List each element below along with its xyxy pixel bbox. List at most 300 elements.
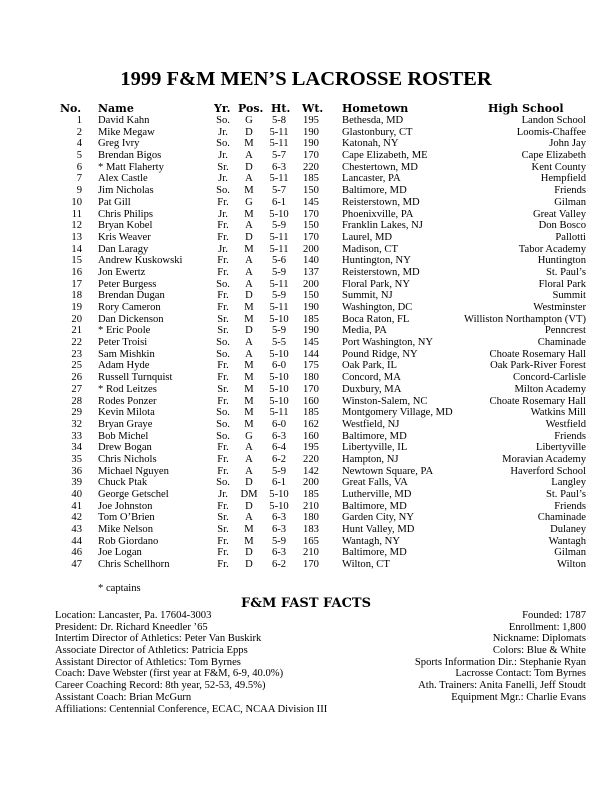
- cell-hometown: Libertyville, IL: [342, 442, 408, 454]
- cell-no: 28: [71, 395, 82, 407]
- table-row: [0, 501, 612, 513]
- cell-no: 2: [76, 126, 82, 138]
- cell-wt: 170: [303, 231, 319, 243]
- cell-pos: M: [244, 418, 254, 430]
- cell-pos: M: [244, 208, 254, 220]
- cell-hometown: Garden City, NY: [342, 512, 414, 524]
- cell-yr: Fr.: [217, 360, 229, 372]
- cell-pos: M: [244, 302, 254, 313]
- cell-yr: Jr.: [218, 208, 228, 220]
- cell-name: Bryan Graye: [98, 418, 153, 430]
- table-row: [0, 290, 612, 302]
- cell-hometown: Boca Raton, FL: [342, 313, 410, 325]
- table-row: [0, 442, 612, 454]
- cell-yr: Fr.: [217, 535, 229, 547]
- cell-pos: M: [244, 138, 254, 150]
- cell-no: 21: [71, 325, 82, 337]
- cell-pos: D: [245, 126, 253, 138]
- fact-item: Assistant Coach: Brian McGurn: [55, 691, 192, 703]
- cell-no: 9: [76, 185, 82, 197]
- cell-yr: Sr.: [217, 161, 229, 173]
- cell-high-school: Langley: [551, 477, 586, 489]
- cell-high-school: Floral Park: [538, 278, 586, 290]
- cell-pos: A: [245, 337, 253, 349]
- cell-ht: 6-3: [271, 524, 287, 536]
- cell-high-school: Cape Elizabeth: [521, 150, 586, 162]
- cell-hometown: Lutherville, MD: [342, 489, 412, 500]
- table-row: [0, 337, 612, 349]
- cell-ht: 5-11: [269, 173, 289, 185]
- cell-wt: 190: [303, 325, 319, 337]
- cell-no: 36: [71, 465, 82, 477]
- cell-hometown: Laurel, MD: [342, 231, 393, 243]
- cell-ht: 6-4: [271, 442, 287, 454]
- cell-yr: Fr.: [217, 196, 229, 208]
- cell-name: Brendan Bigos: [98, 150, 162, 162]
- cell-yr: Fr.: [217, 302, 229, 313]
- cell-ht: 5-10: [269, 372, 289, 384]
- cell-high-school: Summit: [552, 290, 586, 302]
- cell-name: * Rod Leitzes: [98, 383, 157, 395]
- cell-hometown: Newtown Square, PA: [342, 465, 434, 477]
- cell-ht: 5-10: [269, 383, 289, 395]
- cell-name: Chris Nichols: [98, 453, 157, 465]
- cell-name: * Matt Flaherty: [98, 161, 164, 173]
- cell-ht: 5-11: [269, 243, 289, 255]
- cell-high-school: Friends: [554, 430, 586, 442]
- cell-name: Joe Johnston: [98, 500, 153, 512]
- cell-wt: 142: [303, 465, 319, 477]
- cell-ht: 6-3: [271, 512, 287, 524]
- cell-ht: 5-8: [271, 115, 287, 126]
- table-row: [0, 419, 612, 431]
- cell-name: David Kahn: [98, 115, 150, 126]
- cell-hometown: Summit, NJ: [342, 290, 393, 302]
- cell-yr: Fr.: [217, 372, 229, 384]
- cell-ht: 5-9: [271, 535, 287, 547]
- cell-high-school: Libertyville: [535, 442, 586, 454]
- cell-pos: A: [245, 173, 253, 185]
- fast-facts-title: F&M FAST FACTS: [241, 596, 371, 611]
- cell-name: Michael Nguyen: [98, 465, 169, 477]
- cell-yr: So.: [216, 138, 230, 150]
- cell-wt: 175: [303, 360, 319, 372]
- cell-ht: 5-9: [271, 290, 287, 302]
- col-wt: Wt.: [302, 102, 324, 115]
- cell-yr: Fr.: [217, 255, 229, 267]
- cell-name: Peter Burgess: [98, 278, 157, 290]
- cell-pos: D: [245, 477, 253, 489]
- col-hometown: Hometown: [342, 102, 409, 115]
- table-row: [0, 384, 612, 396]
- fact-item: President: Dr. Richard Kneedler ’65: [55, 621, 208, 633]
- cell-high-school: Kent County: [531, 161, 586, 173]
- cell-wt: 170: [303, 383, 319, 395]
- cell-high-school: Choate Rosemary Hall: [489, 348, 586, 360]
- cell-yr: Fr.: [217, 500, 229, 512]
- col-high-school: High School: [488, 102, 564, 115]
- cell-pos: M: [244, 395, 254, 407]
- cell-high-school: Gilman: [554, 196, 586, 208]
- fact-item: Enrollment: 1,800: [508, 621, 586, 633]
- cell-name: Russell Turnquist: [98, 372, 173, 384]
- col-name: Name: [98, 102, 134, 115]
- cell-hometown: Baltimore, MD: [342, 185, 407, 197]
- cell-yr: So.: [216, 115, 230, 126]
- cell-pos: A: [245, 348, 253, 360]
- cell-name: Dan Dickenson: [98, 313, 164, 325]
- cell-high-school: Milton Academy: [514, 383, 586, 395]
- table-row: [0, 197, 612, 209]
- cell-yr: Jr.: [218, 173, 228, 185]
- cell-hometown: Montgomery Village, MD: [342, 407, 453, 419]
- cell-hometown: Lancaster, PA: [342, 173, 401, 185]
- cell-name: Jon Ewertz: [98, 266, 146, 278]
- cell-hometown: Wantagh, NY: [342, 535, 400, 547]
- cell-high-school: Wilton: [557, 559, 586, 571]
- fact-item: Affiliations: Centennial Conference, ECAC, NCAA Division III: [55, 703, 328, 715]
- fact-item: Location: Lancaster, Pa. 17604-3003: [55, 610, 212, 621]
- fact-item: Founded: 1787: [522, 610, 586, 621]
- cell-hometown: Baltimore, MD: [342, 430, 407, 442]
- fact-item: Coach: Dave Webster (first year at F&M, 6-9, 40.0%): [55, 668, 284, 680]
- cell-pos: D: [245, 290, 253, 302]
- cell-yr: Jr.: [218, 150, 228, 162]
- cell-hometown: Oak Park, IL: [342, 360, 398, 372]
- cell-hometown: Franklin Lakes, NJ: [342, 220, 423, 232]
- cell-hometown: Glastonbury, CT: [342, 126, 413, 138]
- cell-wt: 170: [303, 208, 319, 220]
- cell-high-school: Chaminade: [537, 512, 586, 524]
- cell-no: 44: [71, 535, 82, 547]
- cell-yr: Jr.: [218, 489, 228, 500]
- cell-name: George Getschel: [98, 489, 169, 500]
- cell-ht: 6-2: [271, 453, 287, 465]
- cell-hometown: Hampton, NJ: [342, 453, 399, 465]
- table-row: [0, 325, 612, 337]
- cell-no: 23: [71, 348, 82, 360]
- cell-yr: Sr.: [217, 313, 229, 325]
- cell-pos: A: [245, 465, 253, 477]
- cell-name: Pat Gill: [98, 196, 131, 208]
- cell-wt: 200: [303, 477, 319, 489]
- cell-ht: 5-11: [269, 126, 289, 138]
- cell-high-school: Friends: [554, 185, 586, 197]
- cell-ht: 5-11: [269, 231, 289, 243]
- cell-ht: 5-11: [269, 138, 289, 150]
- table-row: [0, 209, 612, 221]
- cell-high-school: Great Valley: [532, 208, 586, 220]
- cell-hometown: Phoenixville, PA: [342, 208, 414, 220]
- fact-item: Equipment Mgr.: Charlie Evans: [451, 691, 586, 703]
- cell-pos: D: [245, 559, 253, 571]
- fact-item: Assistant Director of Athletics: Tom Byrnes: [55, 656, 241, 668]
- cell-pos: M: [244, 372, 254, 384]
- cell-high-school: Moravian Academy: [502, 453, 586, 465]
- cell-hometown: Great Falls, VA: [342, 477, 408, 489]
- cell-name: Jim Nicholas: [98, 185, 154, 197]
- table-row: [0, 314, 612, 326]
- table-row: [0, 360, 612, 372]
- table-row: [0, 232, 612, 244]
- cell-yr: So.: [216, 407, 230, 419]
- cell-yr: Sr.: [217, 524, 229, 536]
- table-row: [0, 138, 612, 150]
- cell-yr: Fr.: [217, 220, 229, 232]
- cell-hometown: Media, PA: [342, 325, 387, 337]
- cell-wt: 183: [303, 524, 319, 536]
- cell-hometown: Katonah, NY: [342, 138, 399, 150]
- cell-ht: 5-11: [269, 278, 289, 290]
- cell-high-school: Landon School: [521, 115, 586, 126]
- cell-hometown: Cape Elizabeth, ME: [342, 150, 428, 162]
- cell-no: 46: [71, 547, 82, 559]
- cell-yr: Fr.: [217, 231, 229, 243]
- cell-pos: A: [245, 512, 253, 524]
- cell-no: 47: [71, 559, 82, 571]
- cell-no: 7: [76, 173, 82, 185]
- cell-wt: 220: [303, 161, 319, 173]
- cell-hometown: Chestertown, MD: [342, 161, 418, 173]
- cell-name: Brendan Dugan: [98, 290, 165, 302]
- cell-yr: So.: [216, 477, 230, 489]
- cell-pos: D: [245, 500, 253, 512]
- cell-wt: 195: [303, 115, 319, 126]
- cell-no: 27: [71, 383, 82, 395]
- cell-ht: 5-10: [269, 395, 289, 407]
- table-row: [0, 547, 612, 559]
- cell-pos: A: [245, 150, 253, 162]
- table-row: [0, 185, 612, 197]
- cell-hometown: Winston-Salem, NC: [342, 395, 428, 407]
- cell-hometown: Hunt Valley, MD: [342, 524, 415, 536]
- cell-name: Chris Schellhorn: [98, 559, 170, 571]
- table-row: [0, 477, 612, 489]
- cell-wt: 190: [303, 138, 319, 150]
- table-row: [0, 512, 612, 524]
- cell-high-school: Westfield: [545, 418, 586, 430]
- cell-no: 22: [71, 337, 82, 349]
- cell-pos: D: [245, 325, 253, 337]
- cell-hometown: Washington, DC: [342, 302, 413, 313]
- cell-yr: So.: [216, 418, 230, 430]
- cell-wt: 180: [303, 372, 319, 384]
- col-ht: Ht.: [271, 102, 291, 115]
- cell-high-school: Don Bosco: [538, 220, 586, 232]
- cell-yr: Fr.: [217, 559, 229, 571]
- table-row: [0, 220, 612, 232]
- table-row: [0, 372, 612, 384]
- fact-item: Nickname: Diplomats: [492, 633, 586, 645]
- fact-item: Ath. Trainers: Anita Fanelli, Jeff Stoudt: [418, 680, 586, 692]
- fact-item: Sports Information Dir.: Stephanie Ryan: [414, 656, 586, 668]
- cell-high-school: St. Paul’s: [545, 489, 586, 500]
- cell-pos: M: [244, 185, 254, 197]
- captains-note: * captains: [98, 583, 141, 594]
- table-row: [0, 115, 612, 127]
- cell-no: 1: [76, 115, 82, 126]
- cell-wt: 210: [303, 547, 319, 559]
- cell-ht: 5-10: [269, 208, 289, 220]
- cell-hometown: Bethesda, MD: [342, 115, 404, 126]
- table-row: [0, 536, 612, 548]
- cell-no: 14: [71, 243, 82, 255]
- cell-ht: 6-3: [271, 547, 287, 559]
- cell-high-school: Westminster: [533, 302, 586, 313]
- cell-hometown: Madison, CT: [342, 243, 398, 255]
- cell-wt: 190: [303, 302, 319, 313]
- cell-ht: 5-10: [269, 500, 289, 512]
- cell-wt: 150: [303, 290, 319, 302]
- table-row: [0, 162, 612, 174]
- cell-name: Alex Castle: [98, 173, 148, 185]
- cell-no: 10: [71, 196, 82, 208]
- cell-yr: Fr.: [217, 465, 229, 477]
- cell-name: Bob Michel: [98, 430, 149, 442]
- table-row: [0, 524, 612, 536]
- cell-wt: 145: [303, 337, 319, 349]
- cell-no: 26: [71, 372, 82, 384]
- cell-no: 29: [71, 407, 82, 419]
- cell-hometown: Huntington, NY: [342, 255, 411, 267]
- col-yr: Yr.: [214, 102, 231, 115]
- cell-no: 43: [71, 524, 82, 536]
- cell-pos: A: [245, 442, 253, 454]
- cell-wt: 165: [303, 535, 319, 547]
- cell-name: Kris Weaver: [98, 231, 151, 243]
- cell-high-school: Hempfield: [540, 173, 586, 185]
- cell-name: Mike Megaw: [98, 126, 155, 138]
- cell-high-school: Huntington: [537, 255, 586, 267]
- cell-yr: Sr.: [217, 383, 229, 395]
- cell-pos: A: [245, 220, 253, 232]
- cell-ht: 5-7: [271, 150, 287, 162]
- cell-name: Andrew Kuskowski: [98, 255, 183, 267]
- cell-pos: M: [244, 383, 254, 395]
- page-title: 1999 F&M MEN’S LACROSSE ROSTER: [120, 68, 492, 90]
- cell-pos: G: [245, 430, 253, 442]
- cell-name: Bryan Kobel: [98, 220, 153, 232]
- cell-wt: 150: [303, 185, 319, 197]
- cell-high-school: Williston Northampton (VT): [464, 313, 586, 325]
- cell-ht: 5-9: [271, 465, 287, 477]
- cell-high-school: St. Paul’s: [545, 266, 586, 278]
- cell-no: 25: [71, 360, 82, 372]
- cell-high-school: Wantagh: [548, 535, 586, 547]
- cell-high-school: Penncrest: [544, 325, 586, 337]
- cell-ht: 5-10: [269, 348, 289, 360]
- cell-wt: 195: [303, 442, 319, 454]
- fast-facts-left: [55, 610, 327, 715]
- cell-high-school: Tabor Academy: [518, 243, 586, 255]
- table-row: [0, 466, 612, 478]
- cell-high-school: Haverford School: [510, 465, 586, 477]
- cell-ht: 6-3: [271, 430, 287, 442]
- cell-hometown: Baltimore, MD: [342, 547, 407, 559]
- cell-high-school: Chaminade: [537, 337, 586, 349]
- fact-item: Colors: Blue & White: [492, 645, 586, 657]
- table-row: [0, 279, 612, 291]
- roster-table: [0, 115, 612, 571]
- cell-ht: 5-11: [269, 302, 289, 313]
- cell-yr: Fr.: [217, 547, 229, 559]
- cell-name: Chuck Ptak: [98, 477, 148, 489]
- cell-no: 16: [71, 266, 82, 278]
- cell-ht: 6-2: [271, 559, 287, 571]
- table-row: [0, 127, 612, 139]
- fact-item: Associate Director of Athletics: Patricia Epps: [55, 645, 248, 657]
- cell-pos: A: [245, 278, 253, 290]
- cell-wt: 180: [303, 512, 319, 524]
- cell-name: Adam Hyde: [98, 360, 150, 372]
- table-row: [0, 244, 612, 256]
- cell-yr: So.: [216, 337, 230, 349]
- cell-hometown: Baltimore, MD: [342, 500, 407, 512]
- cell-ht: 6-0: [271, 360, 287, 372]
- cell-no: 18: [71, 290, 82, 302]
- cell-name: Rob Giordano: [98, 535, 159, 547]
- cell-yr: So.: [216, 348, 230, 360]
- cell-yr: Sr.: [217, 512, 229, 524]
- cell-pos: M: [244, 360, 254, 372]
- cell-pos: M: [244, 407, 254, 419]
- cell-ht: 5-7: [271, 185, 287, 197]
- cell-ht: 6-0: [271, 418, 287, 430]
- cell-high-school: Concord-Carlisle: [513, 372, 586, 384]
- cell-ht: 5-9: [271, 325, 287, 337]
- cell-pos: DM: [240, 489, 258, 500]
- table-row: [0, 267, 612, 279]
- cell-pos: D: [245, 547, 253, 559]
- cell-no: 40: [71, 489, 82, 500]
- table-row: [0, 407, 612, 419]
- cell-wt: 220: [303, 453, 319, 465]
- fact-item: Lacrosse Contact: Tom Byrnes: [455, 668, 586, 680]
- col-no: No.: [60, 102, 82, 115]
- roster-header: [0, 102, 612, 115]
- cell-no: 39: [71, 477, 82, 489]
- cell-wt: 185: [303, 173, 319, 185]
- cell-pos: M: [244, 243, 254, 255]
- cell-hometown: Duxbury, MA: [342, 383, 402, 395]
- cell-no: 12: [71, 220, 82, 232]
- table-row: [0, 349, 612, 361]
- cell-pos: M: [244, 524, 254, 536]
- cell-wt: 170: [303, 150, 319, 162]
- cell-name: Greg Ivry: [98, 138, 140, 150]
- cell-high-school: John Jay: [549, 138, 586, 150]
- cell-no: 13: [71, 231, 82, 243]
- cell-high-school: Dulaney: [550, 524, 586, 536]
- cell-pos: D: [245, 231, 253, 243]
- cell-yr: Sr.: [217, 325, 229, 337]
- cell-ht: 6-1: [271, 477, 287, 489]
- cell-hometown: Reisterstown, MD: [342, 266, 420, 278]
- cell-yr: Fr.: [217, 453, 229, 465]
- cell-ht: 6-3: [271, 161, 287, 173]
- cell-pos: M: [244, 313, 254, 325]
- table-row: [0, 150, 612, 162]
- cell-no: 19: [71, 302, 82, 313]
- cell-wt: 145: [303, 196, 319, 208]
- cell-hometown: Wilton, CT: [342, 559, 390, 571]
- cell-ht: 5-6: [271, 255, 287, 267]
- table-row: [0, 489, 612, 501]
- cell-name: Joe Logan: [98, 547, 142, 559]
- cell-no: 5: [76, 150, 82, 162]
- cell-wt: 185: [303, 407, 319, 419]
- cell-name: Tom O’Brien: [98, 512, 155, 524]
